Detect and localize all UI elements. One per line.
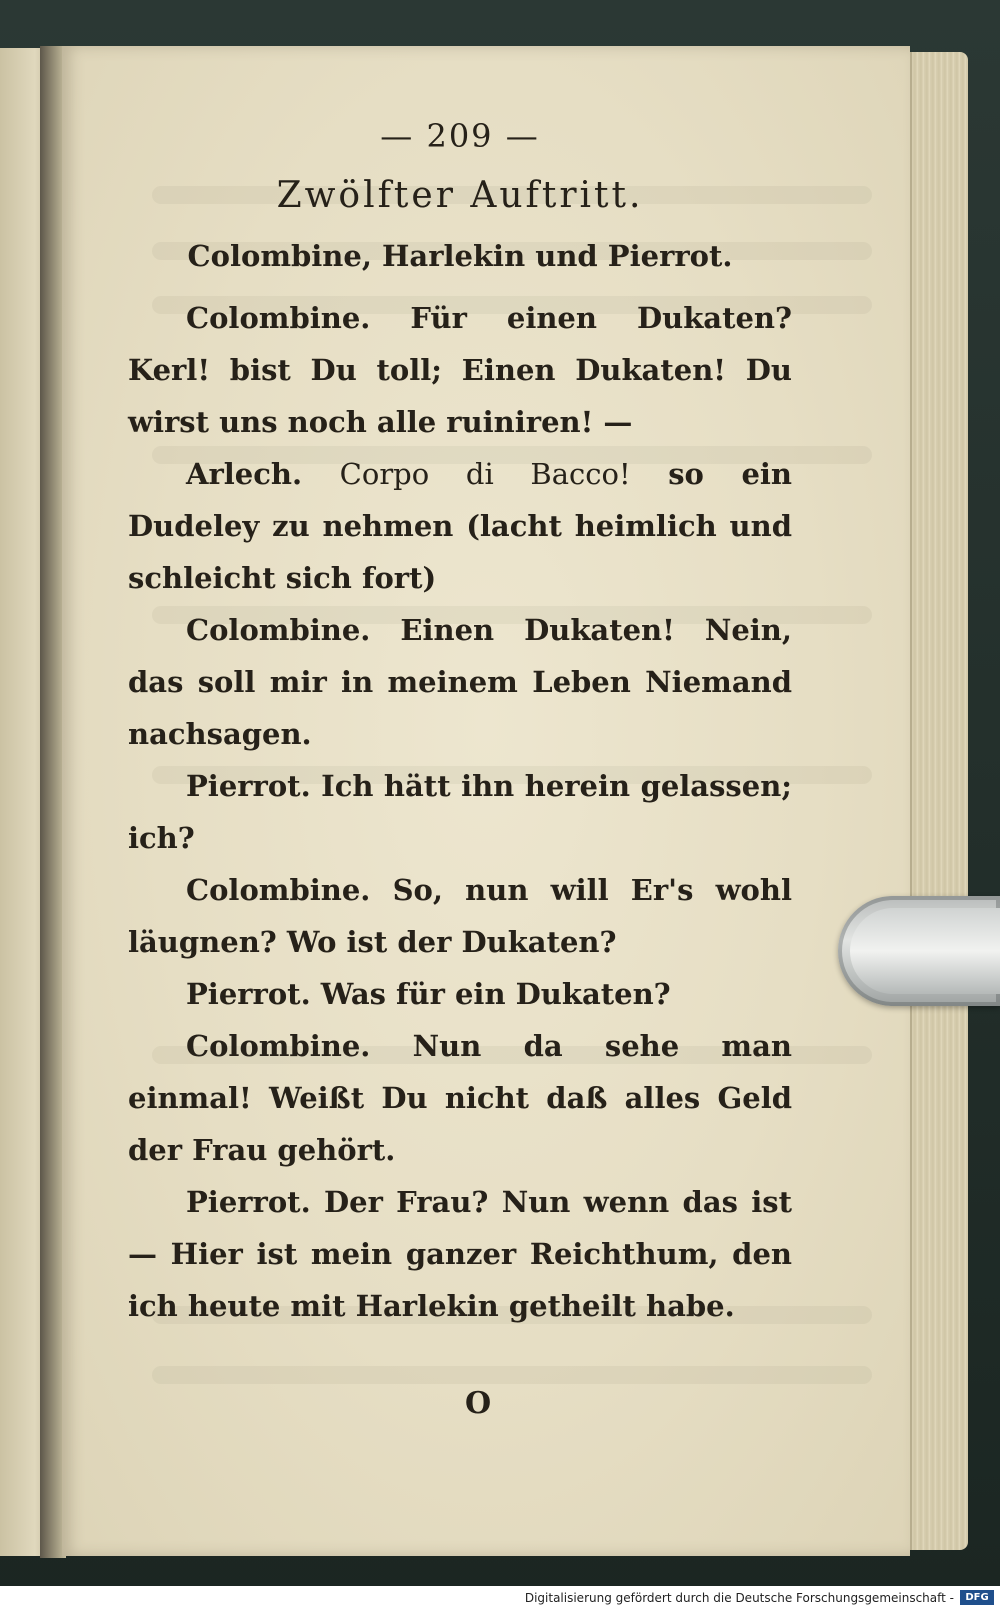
footer-credit: Digitalisierung gefördert durch die Deutsche Forschungsgemeinschaft -	[524, 1591, 954, 1605]
speaker-name: Pierrot.	[186, 977, 311, 1011]
dialogue-paragraph	[128, 604, 792, 760]
dialogue-text: Was für ein Dukaten?	[320, 977, 671, 1011]
dialogue-paragraph	[128, 760, 792, 864]
speaker-name: Colombine.	[186, 301, 371, 335]
dialogue-text: Der Frau? Nun wenn das ist — Hier ist mein ganzer Reichthum, den ich heute mit Harlekin getheilt habe.	[128, 1185, 792, 1323]
dfg-logo: DFG	[960, 1590, 994, 1605]
dialogue-paragraph	[128, 968, 792, 1020]
dialogue-text: Einen Dukaten! Nein, das soll mir in meinem Leben Niemand nachsagen.	[128, 613, 792, 751]
dialogue-paragraph	[128, 448, 792, 604]
scene-title: Zwölfter Auftritt.	[276, 175, 644, 216]
dialogue-text: Für einen Dukaten? Kerl! bist Du toll; Einen Dukaten! Du wirst uns noch alle ruiniren! —	[128, 301, 792, 439]
dialogue-paragraph	[128, 292, 792, 448]
page-edges	[910, 52, 968, 1550]
page-clip-inner	[850, 908, 1000, 994]
footer-bar	[0, 1586, 1000, 1610]
speaker-name: Colombine.	[186, 613, 371, 647]
dialogue-text-latin: Corpo di Bacco!	[339, 457, 631, 491]
dialogue-text: Nun da sehe man einmal! Weißt Du nicht daß alles Geld der Frau gehört.	[128, 1029, 792, 1167]
dialogue-text: so ein Dudeley zu nehmen (lacht heimlich und schleicht sich fort)	[128, 457, 792, 595]
dialogue-paragraph	[128, 1176, 792, 1332]
dialogue-text: So, nun will Er's wohl läugnen? Wo ist der Dukaten?	[128, 873, 792, 959]
page-clip	[838, 896, 1000, 1006]
speaker-name: Pierrot.	[186, 769, 311, 803]
page-text	[128, 110, 792, 1332]
dialogue-paragraph	[128, 864, 792, 968]
dialogue-text: Ich hätt ihn herein gelassen; ich?	[128, 769, 792, 855]
cast-line: Colombine, Harlekin und Pierrot.	[187, 239, 733, 273]
dialogue-paragraph	[128, 1020, 792, 1176]
speaker-name: Colombine.	[186, 1029, 371, 1063]
speaker-name: Colombine.	[186, 873, 371, 907]
speaker-name: Pierrot.	[186, 1185, 311, 1219]
signature-mark: O	[465, 1386, 492, 1421]
page-number: — 209 —	[380, 117, 540, 155]
speaker-name: Arlech.	[186, 457, 303, 491]
